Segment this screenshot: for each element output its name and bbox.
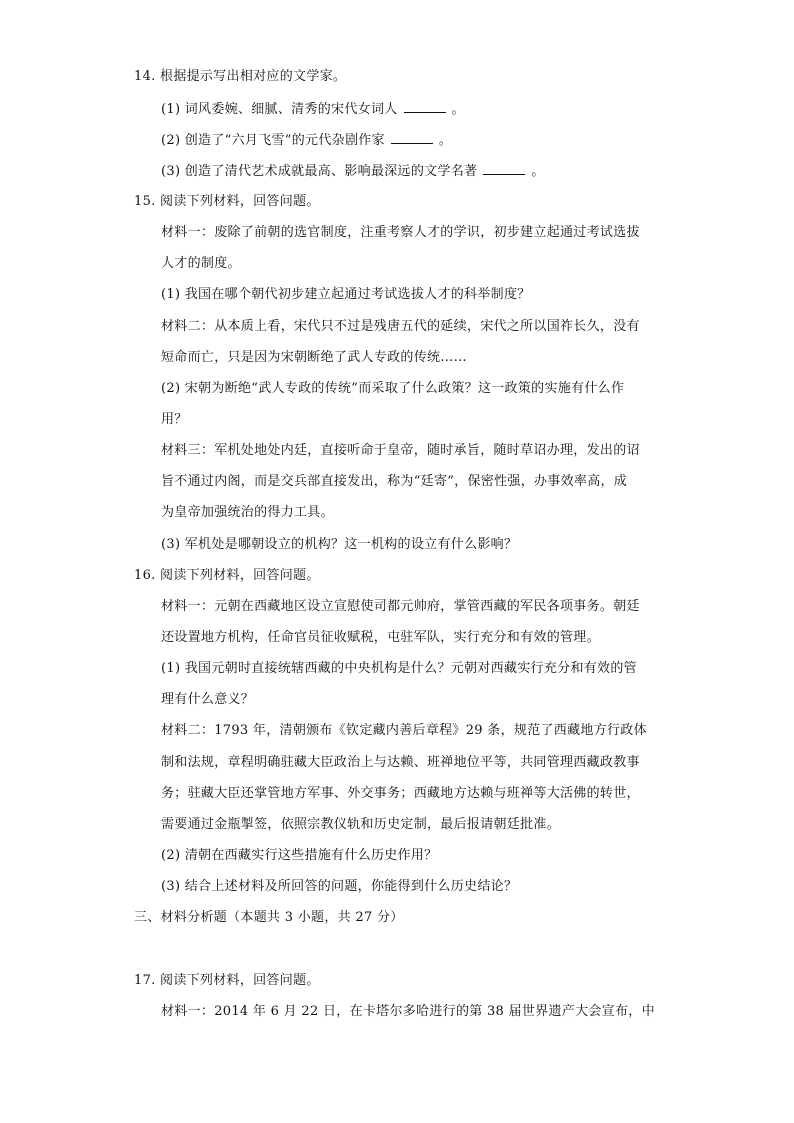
question-text: 阅读下列材料，回答问题。 bbox=[160, 194, 320, 209]
q15-sub-2-line-2: 用？ bbox=[161, 412, 188, 427]
punctuation: 。 bbox=[451, 102, 465, 117]
q16-sub-2: (2) 清朝在西藏实行这些措施有什么历史作用？ bbox=[161, 848, 438, 863]
sub-question-text: (1) 词风委婉、细腻、清秀的宋代女词人 bbox=[161, 102, 398, 117]
question-number: 15. bbox=[134, 194, 156, 209]
question-16-stem bbox=[134, 567, 320, 585]
punctuation: 。 bbox=[438, 133, 453, 148]
q15-material-2-line-1: 材料二：从本质上看，宋代只不过是残唐五代的延续，宋代之所以国祚长久，没有 bbox=[161, 319, 640, 334]
q15-sub-2-line-1: (2) 宋朝为断绝“武人专政的传统”而采取了什么政策？这一政策的实施有什么作 bbox=[161, 381, 625, 396]
q14-sub-2 bbox=[161, 131, 452, 150]
answer-blank[interactable] bbox=[404, 100, 446, 113]
q16-sub-1-line-1: (1) 我国元朝时直接统辖西藏的中央机构是什么？元朝对西藏实行充分和有效的管 bbox=[161, 661, 637, 676]
q14-sub-1 bbox=[161, 100, 465, 119]
question-text: 阅读下列材料，回答问题。 bbox=[160, 568, 320, 583]
q15-material-1-line-1: 材料一：废除了前朝的选官制度，注重考察人才的学识，初步建立起通过考试选拔 bbox=[161, 225, 640, 240]
q16-sub-1-line-2: 理有什么意义？ bbox=[161, 692, 255, 707]
q16-material-2-line-1: 材料二：1793 年，清朝颁布《钦定藏内善后章程》29 条，规范了西藏地方行政体 bbox=[161, 723, 647, 738]
question-17-stem bbox=[134, 972, 320, 990]
q15-sub-1: (1) 我国在哪个朝代初步建立起通过考试选拔人才的科举制度？ bbox=[161, 287, 531, 302]
answer-blank[interactable] bbox=[391, 131, 433, 144]
punctuation: 。 bbox=[531, 164, 545, 179]
sub-question-text: (2) 创造了“六月飞雪”的元代杂剧作家 bbox=[161, 133, 385, 148]
sub-question-text: (3) 创造了清代艺术成就最高、影响最深远的文学名著 bbox=[161, 164, 478, 179]
question-number: 17. bbox=[134, 973, 156, 988]
question-text: 阅读下列材料，回答问题。 bbox=[160, 973, 320, 988]
answer-blank[interactable] bbox=[483, 162, 525, 175]
q15-material-3-line-1: 材料三：军机处地处内廷，直接听命于皇帝，随时承旨，随时草诏办理，发出的诏 bbox=[161, 443, 640, 458]
q15-material-3-line-3: 为皇帝加强统治的得力工具。 bbox=[161, 505, 334, 520]
q16-material-2-line-4: 需要通过金瓶掣签，依照宗教仪轨和历史定制，最后报请朝廷批准。 bbox=[161, 817, 561, 832]
question-15-stem bbox=[134, 193, 320, 211]
q15-sub-3: (3) 军机处是哪朝设立的机构？这一机构的设立有什么影响？ bbox=[161, 537, 518, 552]
q15-material-2-line-2: 短命而亡，只是因为宋朝断绝了武人专政的传统…… bbox=[161, 350, 467, 365]
question-14-stem bbox=[134, 68, 346, 86]
section-heading: 三、材料分析题（本题共 3 小题，共 27 分） bbox=[134, 910, 404, 925]
q14-sub-3 bbox=[161, 162, 545, 181]
q15-material-1-line-2: 人才的制度。 bbox=[161, 256, 241, 271]
q16-sub-3: (3) 结合上述材料及所回答的问题，你能得到什么历史结论？ bbox=[161, 879, 518, 894]
question-number: 16. bbox=[134, 568, 156, 583]
question-number: 14. bbox=[134, 69, 156, 84]
q16-material-2-line-3: 务；驻藏大臣还掌管地方军事、外交事务；西藏地方达赖与班禅等大活佛的转世， bbox=[161, 786, 640, 801]
q16-material-1-line-2: 还设置地方机构，任命官员征收赋税，屯驻军队，实行充分和有效的管理。 bbox=[161, 630, 600, 645]
q17-material-1-line-1: 材料一：2014 年 6 月 22 日，在卡塔尔多哈进行的第 38 届世界遗产大会宣布，中 bbox=[161, 1004, 655, 1019]
q16-material-2-line-2: 制和法规，章程明确驻藏大臣政治上与达赖、班禅地位平等，共同管理西藏政教事 bbox=[161, 755, 640, 770]
q16-material-1-line-1: 材料一：元朝在西藏地区设立宣慰使司都元帅府，掌管西藏的军民各项事务。朝廷 bbox=[161, 599, 640, 614]
q15-material-3-line-2: 旨不通过内阁，而是交兵部直接发出，称为“廷寄”，保密性强，办事效率高，成 bbox=[161, 474, 628, 489]
question-text: 根据提示写出相对应的文学家。 bbox=[160, 69, 347, 84]
